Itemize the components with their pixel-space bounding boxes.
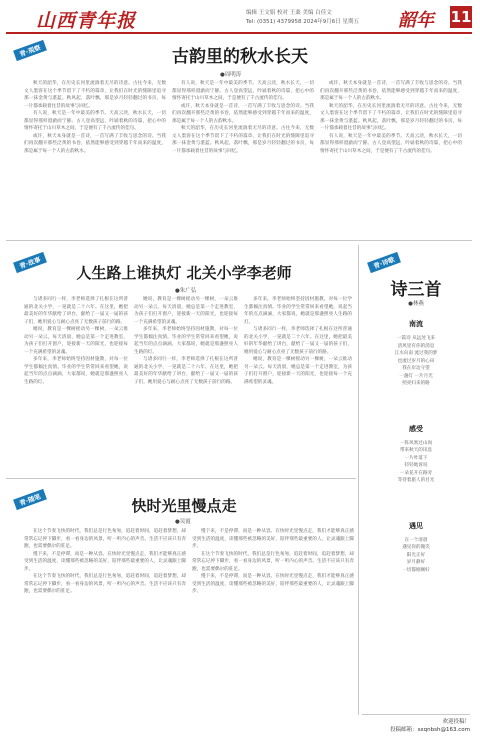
- poems-sidebar: [362, 245, 470, 715]
- article1-col3-text: 或许，秋天本身就是一首诗，一首写满了丰收与思念的诗。当我们再次翻开那些泛黄的书卷，依然能够感受到穿越千年而来的温度，那是属于每一个人的古韵秋水。: [320, 81, 462, 101]
- poem-line: 江水向南 流过我的梦: [394, 351, 438, 356]
- poem-line: 在一个清晨: [404, 537, 428, 543]
- poem-line: 照亮归来的路: [402, 381, 430, 386]
- masthead-info-line1: 编辑 王文娟 校对 王桑 美编 白佳文: [246, 10, 332, 16]
- article1-col1-text: 秋天的韶华，在历史长河里流淌着无尽的诗意。古往今来，无数文人墨客在这个季节留下了不朽的篇章，让我们在时光的缝隙里追寻那一抹金黄与湛蓝。秋风起，落叶飘，那是岁月轻轻翻过的书页，每一片都承载着往昔的故事与回忆。: [24, 81, 166, 109]
- poem-line: 也流过岁月的心田: [397, 358, 435, 364]
- poems-tag: 青·诗歌: [367, 252, 401, 273]
- article2-col1-text-c: 多年来，李老师始终坚持因材施教，对每一位学生都倾注真情。毕业的学生常常回来看望她，说起当年的点点滴滴，大家都说，她就是那盏照亮人生路的灯。: [24, 357, 128, 385]
- footer-email: 投稿邮箱：sxqnbsh@163.com: [390, 727, 470, 733]
- masthead-info: [246, 9, 386, 27]
- poem-lines: [366, 537, 466, 575]
- poems-title: 诗三首: [390, 280, 442, 300]
- article1-col2-text: 有人说，秋天是一年中最美的季节。天高云淡，秋水长天，一切都显得那样澄澈而宁静。古人登高望远，吟诵着秋的诗篇，把心中的情怀寄托于山川草木之间，于是便有了千古流传的佳句。: [172, 81, 314, 101]
- poem-line: 一片叶落下: [404, 455, 428, 461]
- poem-line: 我在岸边守望: [402, 366, 430, 371]
- poem-line: 等待着旅人的目光: [397, 478, 435, 483]
- article2-col3-text-c: 她说，教育是一棵树摇动另一棵树，一朵云推动另一朵云。每天清晨，她总是第一个走进教室，为孩子们打开窗户，迎接新一天的阳光，也迎接每一个充满希望的灵魂。: [244, 357, 352, 385]
- poem-spacer: [366, 388, 466, 416]
- poem-name: 遇见: [409, 521, 423, 530]
- poem-line: 一阵风吹过山岗: [399, 440, 433, 446]
- article2-col2-text-c: 与诸多同行一样，李老师选择了扎根在这所普通的北关小学，一晃就是二十六年。在这里，她把最美好的年华献给了讲台，献给了一届又一届的孩子们，她用爱心与耐心点亮了无数孩子前行的路。: [134, 357, 238, 385]
- poem-name: 感受: [409, 424, 423, 433]
- poem-line: 带来秋天的讯息: [399, 448, 433, 453]
- poems-body: [366, 311, 466, 574]
- poem-line: 阳光正好: [406, 552, 426, 558]
- poems-author: ●林燕: [408, 301, 424, 307]
- article3-title: 快时光里慢点走: [131, 497, 237, 515]
- article3-col2-text-c: 慢下来，不是停滞，而是一种从容。在快时光里慢点走，我们才能够真正感受到生活的温度，读懂那些被忽略的美好，陪伴那些最重要的人，让灵魂跟上脚步。: [192, 574, 354, 594]
- article2-col3: [244, 296, 352, 476]
- poem-name: 南流: [409, 320, 423, 328]
- poem-line: 一朵花开在路旁: [399, 470, 433, 476]
- article2-col2: [134, 296, 238, 476]
- poem-lines: [366, 440, 466, 485]
- poem-line: 一篇诗 从远处飞来: [396, 336, 436, 341]
- article2-byline: ●朱广弘: [175, 288, 197, 294]
- footer-divider: [362, 714, 470, 715]
- divider-1: [6, 240, 472, 241]
- article1-col3-text-c: 有人说，秋天是一年中最美的季节。天高云淡，秋水长天，一切都显得那样澄澈而宁静。古人登高望远，吟诵着秋的诗篇，把心中的情怀寄托于山川草木之间，于是便有了千古流传的佳句。: [320, 133, 462, 154]
- poem-line: 岁月静好: [406, 560, 426, 565]
- footer-line1: 欢迎投稿！: [442, 719, 470, 725]
- section-name: 韶年: [398, 10, 434, 31]
- article2-col2-text-b: 多年来，李老师始终坚持因材施教，对每一位学生都倾注真情。毕业的学生常常回来看望她，说起当年的点点滴滴，大家都说，她就是那盏照亮人生路的灯。: [134, 327, 238, 355]
- article3-col2: [192, 528, 354, 714]
- article2-col1-text: 与诸多同行一样，李老师选择了扎根在这所普通的北关小学，一晃就是二十六年。在这里，她把最美好的年华献给了讲台，献给了一届又一届的孩子们，她用爱心与耐心点亮了无数孩子前行的路。: [24, 297, 128, 325]
- poem-line: 清风里有你的消息: [397, 343, 435, 349]
- poem-line: 轻轻地诉说: [404, 463, 428, 468]
- page-number: 11: [450, 8, 472, 26]
- poem-lines: [366, 335, 466, 388]
- poem-line: 一盏灯 一片月光: [399, 373, 433, 379]
- masthead: [6, 4, 472, 34]
- masthead-info-line2: Tel: (0351) 4379958 2024年9月6日 星期五: [246, 19, 359, 25]
- article1-byline: ●周明涛: [220, 72, 242, 78]
- article1-col1-text-b: 有人说，秋天是一年中最美的季节。天高云淡，秋水长天，一切都显得那样澄澈而宁静。古人登高望远，吟诵着秋的诗篇，把心中的情怀寄托于山川草木之间，于是便有了千古流传的佳句。: [24, 111, 166, 131]
- article1-title: 古韵里的秋水长天: [172, 47, 308, 67]
- article2-col1-text-b: 她说，教育是一棵树摇动另一棵树，一朵云推动另一朵云。每天清晨，她总是第一个走进教室，为孩子们打开窗户，迎接新一天的阳光，也迎接每一个充满希望的灵魂。: [24, 327, 128, 355]
- sidebar-divider: [358, 245, 359, 715]
- article1-tag: 青·观察: [13, 40, 47, 61]
- article3-col2-text-b: 在这个节奏飞快的时代，我们总是行色匆匆，追赶着时间，追赶着梦想，却常常忘记停下脚步，看一看身边的风景，听一听内心的声音。生活不应该只有奔跑，也需要偶尔的驻足。: [192, 551, 354, 572]
- newspaper-logo: 山西青年报: [36, 10, 137, 32]
- article1-col3-text-b: 秋天的韶华，在历史长河里流淌着无尽的诗意。古往今来，无数文人墨客在这个季节留下了不朽的篇章，让我们在时光的缝隙里追寻那一抹金黄与湛蓝。秋风起，落叶飘，那是岁月轻轻翻过的书页，每一片都承载着往昔的故事与回忆。: [320, 103, 462, 131]
- article1-col1: [24, 80, 166, 240]
- article1-col2: [172, 80, 314, 240]
- article2-col3-text-b: 与诸多同行一样，李老师选择了扎根在这所普通的北关小学，一晃就是二十六年。在这里，她把最美好的年华献给了讲台，献给了一届又一届的孩子们，她用爱心与耐心点亮了无数孩子前行的路。: [244, 327, 352, 355]
- article3-tag: 青·随笔: [13, 489, 47, 510]
- article3-col1-text: 在这个节奏飞快的时代，我们总是行色匆匆，追赶着时间，追赶着梦想，却常常忘记停下脚步，看一看身边的风景，听一听内心的声音。生活不应该只有奔跑，也需要偶尔的驻足。: [24, 529, 186, 549]
- article3-col2-text: 慢下来，不是停滞，而是一种从容。在快时光里慢点走，我们才能够真正感受到生活的温度，读懂那些被忽略的美好，陪伴那些最重要的人，让灵魂跟上脚步。: [192, 529, 354, 549]
- article1-col2-text-b: 或许，秋天本身就是一首诗，一首写满了丰收与思念的诗。当我们再次翻开那些泛黄的书卷，依然能够感受到穿越千年而来的温度，那是属于每一个人的古韵秋水。: [172, 103, 314, 124]
- article2-col1: [24, 296, 128, 476]
- poem-line: 一切都刚刚好: [402, 567, 430, 573]
- article2-title: 人生路上谁执灯 北关小学李老师: [76, 264, 292, 282]
- poem-line: 遇见你的微笑: [402, 545, 430, 550]
- poem-spacer: [366, 485, 466, 513]
- article1-col2-text-c: 秋天的韶华，在历史长河里流淌着无尽的诗意。古往今来，无数文人墨客在这个季节留下了不朽的篇章，让我们在时光的缝隙里追寻那一抹金黄与湛蓝。秋风起，落叶飘，那是岁月轻轻翻过的书页，每一片都承载着往昔的故事与回忆。: [172, 126, 314, 154]
- article2-col2-text: 她说，教育是一棵树摇动另一棵树，一朵云推动另一朵云。每天清晨，她总是第一个走进教室，为孩子们打开窗户，迎接新一天的阳光，也迎接每一个充满希望的灵魂。: [134, 297, 238, 325]
- divider-2: [6, 478, 356, 479]
- article2-tag: 青·故事: [13, 252, 47, 273]
- article3-col1-text-c: 在这个节奏飞快的时代，我们总是行色匆匆，追赶着时间，追赶着梦想，却常常忘记停下脚步，看一看身边的风景，听一听内心的声音。生活不应该只有奔跑，也需要偶尔的驻足。: [24, 574, 186, 594]
- article3-col1-text-b: 慢下来，不是停滞，而是一种从容。在快时光里慢点走，我们才能够真正感受到生活的温度，读懂那些被忽略的美好，陪伴那些最重要的人，让灵魂跟上脚步。: [24, 551, 186, 572]
- article3-byline: ●吴霞: [175, 519, 191, 525]
- article2-col3-text: 多年来，李老师始终坚持因材施教，对每一位学生都倾注真情。毕业的学生常常回来看望她，说起当年的点点滴滴，大家都说，她就是那盏照亮人生路的灯。: [244, 297, 352, 325]
- article1-col1-text-c: 或许，秋天本身就是一首诗，一首写满了丰收与思念的诗。当我们再次翻开那些泛黄的书卷，依然能够感受到穿越千年而来的温度，那是属于每一个人的古韵秋水。: [24, 133, 166, 154]
- footer: [362, 718, 470, 734]
- article3-col1: [24, 528, 186, 714]
- article1-col3: [320, 80, 462, 240]
